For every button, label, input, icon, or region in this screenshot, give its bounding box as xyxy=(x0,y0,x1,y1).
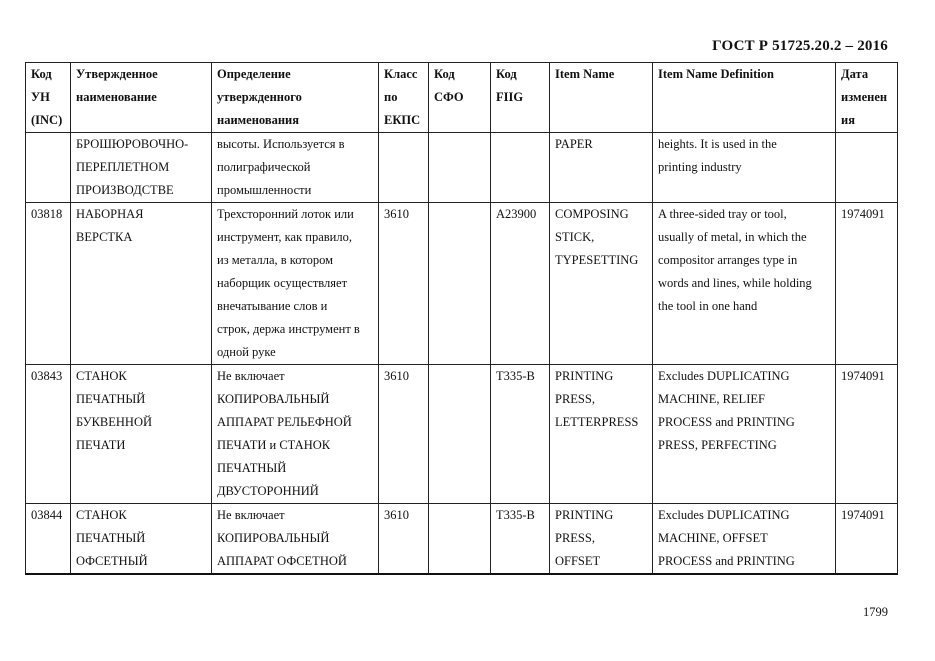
cell-class-ekps: 3610 xyxy=(379,504,429,575)
cell-name-definition-ru xyxy=(212,203,379,365)
cell-line: TYPESETTING xyxy=(555,253,639,267)
cell-line: КОПИРОВАЛЬНЫЙ xyxy=(217,531,330,545)
cell-item-name xyxy=(550,133,653,203)
cell-name-definition-ru xyxy=(212,133,379,203)
header-name-definition-ru xyxy=(212,63,379,133)
cell-line: БУКВЕННОЙ xyxy=(76,415,153,429)
table-row xyxy=(26,133,898,203)
cell-code-inc: 03818 xyxy=(26,203,71,365)
cell-line: промышленности xyxy=(217,183,312,197)
cell-line: A three-sided tray or tool, xyxy=(658,207,787,221)
cell-line: НАБОРНАЯ xyxy=(76,207,144,221)
header-line: СФО xyxy=(434,90,464,104)
cell-line: MACHINE, RELIEF xyxy=(658,392,765,406)
header-line: ия xyxy=(841,113,855,127)
cell-code-sfo xyxy=(429,133,491,203)
table-row xyxy=(26,365,898,504)
cell-line: heights. It is used in the xyxy=(658,137,777,151)
cell-line: PROCESS and PRINTING xyxy=(658,554,795,568)
cell-item-name-definition xyxy=(653,504,836,575)
header-item-name xyxy=(550,63,653,133)
cell-line: ПЕРЕПЛЕТНОМ xyxy=(76,160,170,174)
cell-line: Не включает xyxy=(217,508,285,522)
cell-line: PRESS, xyxy=(555,392,595,406)
cell-line: PRESS, xyxy=(555,531,595,545)
header-line: Класс xyxy=(384,67,418,81)
header-change-date xyxy=(836,63,898,133)
table-row xyxy=(26,203,898,365)
cell-item-name xyxy=(550,203,653,365)
header-line: утвержденного xyxy=(217,90,302,104)
cell-line: PRINTING xyxy=(555,508,614,522)
cell-class-ekps xyxy=(379,133,429,203)
cell-code-inc: 03843 xyxy=(26,365,71,504)
table-body xyxy=(26,133,898,575)
cell-code-sfo xyxy=(429,504,491,575)
cell-line: ПЕЧАТИ и СТАНОК xyxy=(217,438,331,452)
cell-approved-name xyxy=(71,133,212,203)
cell-line: PRINTING xyxy=(555,369,614,383)
cell-line: ОФСЕТНЫЙ xyxy=(76,554,148,568)
header-line: ЕКПС xyxy=(384,113,421,127)
cell-line: PAPER xyxy=(555,137,593,151)
header-line: (INC) xyxy=(31,113,63,127)
header-approved-name xyxy=(71,63,212,133)
cell-line: words and lines, while holding xyxy=(658,276,812,290)
header-line: Утвержденное xyxy=(76,67,158,81)
cell-line: COMPOSING xyxy=(555,207,629,221)
cell-line: из металла, в котором xyxy=(217,253,334,267)
cell-approved-name xyxy=(71,504,212,575)
header-line: Определение xyxy=(217,67,291,81)
cell-change-date: 1974091 xyxy=(836,203,898,365)
cell-item-name-definition xyxy=(653,133,836,203)
header-line: Item Name xyxy=(555,67,615,81)
header-code-fiig xyxy=(491,63,550,133)
cell-class-ekps: 3610 xyxy=(379,365,429,504)
cell-item-name-definition xyxy=(653,365,836,504)
cell-item-name-definition xyxy=(653,203,836,365)
cell-line: Не включает xyxy=(217,369,285,383)
cell-line: OFFSET xyxy=(555,554,601,568)
header-line: изменен xyxy=(841,90,888,104)
cell-code-inc xyxy=(26,133,71,203)
page-number: 1799 xyxy=(863,605,888,619)
cell-code-sfo xyxy=(429,203,491,365)
header-line: наименования xyxy=(217,113,300,127)
cell-line: ДВУСТОРОННИЙ xyxy=(217,484,319,498)
cell-code-fiig: A23900 xyxy=(491,203,550,365)
cell-class-ekps: 3610 xyxy=(379,203,429,365)
cell-item-name xyxy=(550,504,653,575)
cell-change-date: 1974091 xyxy=(836,365,898,504)
cell-approved-name xyxy=(71,203,212,365)
cell-line: usually of metal, in which the xyxy=(658,230,807,244)
cell-line: Трехсторонний лоток или xyxy=(217,207,354,221)
cell-line: АППАРАТ ОФСЕТНОЙ xyxy=(217,554,347,568)
cell-approved-name xyxy=(71,365,212,504)
header-line: Код xyxy=(434,67,455,81)
header-code-inc xyxy=(26,63,71,133)
header-code-sfo xyxy=(429,63,491,133)
cell-line: ПРОИЗВОДСТВЕ xyxy=(76,183,174,197)
cell-name-definition-ru xyxy=(212,504,379,575)
cell-change-date: 1974091 xyxy=(836,504,898,575)
cell-code-fiig: T335-B xyxy=(491,365,550,504)
cell-line: ВЕРСТКА xyxy=(76,230,133,244)
cell-line: compositor arranges type in xyxy=(658,253,798,267)
header-line: FIIG xyxy=(496,90,524,104)
cell-line: наборщик осуществляет xyxy=(217,276,348,290)
cell-code-sfo xyxy=(429,365,491,504)
cell-line: Excludes DUPLICATING xyxy=(658,508,790,522)
cell-code-fiig: T335-B xyxy=(491,504,550,575)
cell-line: ПЕЧАТНЫЙ xyxy=(76,531,146,545)
header-class-ekps xyxy=(379,63,429,133)
cell-line: БРОШЮРОВОЧНО- xyxy=(76,137,189,151)
cell-line: КОПИРОВАЛЬНЫЙ xyxy=(217,392,330,406)
cell-line: одной руке xyxy=(217,345,276,359)
cell-line: АППАРАТ РЕЛЬЕФНОЙ xyxy=(217,415,352,429)
cell-line: PROCESS and PRINTING xyxy=(658,415,795,429)
cell-line: printing industry xyxy=(658,160,742,174)
cell-line: ПЕЧАТИ xyxy=(76,438,126,452)
table-row xyxy=(26,504,898,575)
cell-line: ПЕЧАТНЫЙ xyxy=(217,461,287,475)
header-line: УН xyxy=(31,90,50,104)
cell-line: СТАНОК xyxy=(76,369,127,383)
header-item-name-definition xyxy=(653,63,836,133)
cell-code-fiig xyxy=(491,133,550,203)
cell-item-name xyxy=(550,365,653,504)
cell-line: Excludes DUPLICATING xyxy=(658,369,790,383)
cell-line: полиграфической xyxy=(217,160,311,174)
cell-line: ПЕЧАТНЫЙ xyxy=(76,392,146,406)
header-line: наименование xyxy=(76,90,157,104)
cell-line: СТАНОК xyxy=(76,508,127,522)
cell-code-inc: 03844 xyxy=(26,504,71,575)
cell-line: MACHINE, OFFSET xyxy=(658,531,768,545)
header-line: Дата xyxy=(841,67,869,81)
cell-name-definition-ru xyxy=(212,365,379,504)
cell-line: строк, держа инструмент в xyxy=(217,322,360,336)
cell-line: инструмент, как правило, xyxy=(217,230,352,244)
header-line: Код xyxy=(496,67,517,81)
header-line: Item Name Definition xyxy=(658,67,774,81)
header-line: Код xyxy=(31,67,52,81)
header-line: по xyxy=(384,90,398,104)
item-names-table xyxy=(25,62,898,575)
cell-change-date xyxy=(836,133,898,203)
table-header-row xyxy=(26,63,898,133)
document-standard-header: ГОСТ Р 51725.20.2 – 2016 xyxy=(712,38,888,54)
cell-line: the tool in one hand xyxy=(658,299,758,313)
cell-line: STICK, xyxy=(555,230,595,244)
cell-line: высоты. Используется в xyxy=(217,137,345,151)
cell-line: LETTERPRESS xyxy=(555,415,639,429)
cell-line: внечатывание слов и xyxy=(217,299,328,313)
cell-line: PRESS, PERFECTING xyxy=(658,438,777,452)
